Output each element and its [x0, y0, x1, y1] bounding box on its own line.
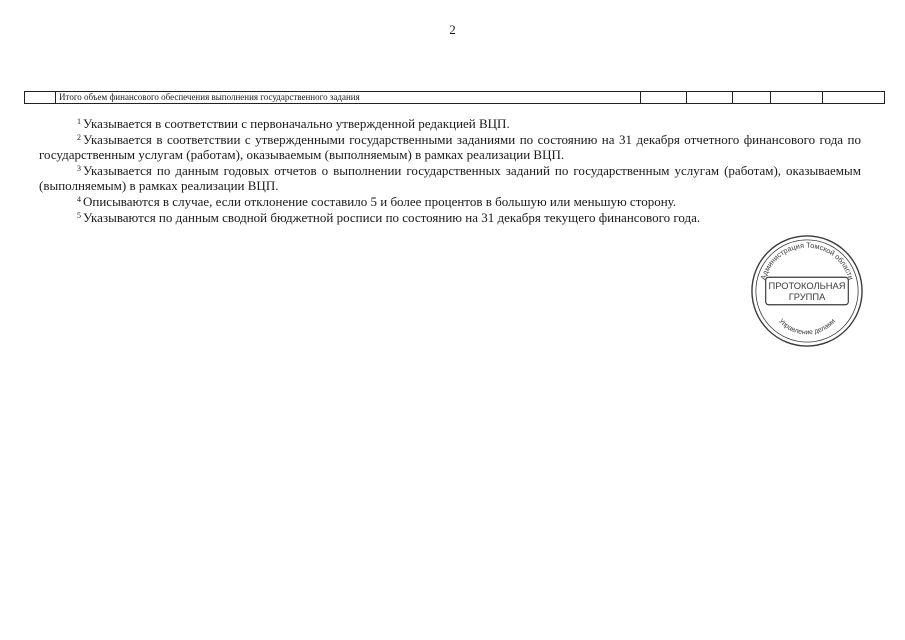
table-cell-value [823, 92, 885, 104]
footnote-text: Указывается по данным годовых отчетов о выполнении государственных заданий по государственным услугам (работам), оказываемым (выполняемым) в рамках реализации ВЦП. [39, 162, 861, 194]
footnote-2 [39, 132, 861, 163]
table-cell-value [771, 92, 823, 104]
stamp-center-line-2: ГРУППА [788, 291, 826, 302]
footnotes [39, 116, 861, 225]
footnote-5 [39, 210, 861, 226]
footnote-text: Указываются по данным сводной бюджетной росписи по состоянию на 31 декабря текущего финансового года. [83, 209, 701, 225]
stamp-ring-text: Администрация Томской области [758, 240, 856, 281]
stamp-bottom-text: Управление делами [777, 317, 837, 337]
table-row-total [25, 92, 885, 104]
footnote-text: Указывается в соответствии с первоначально утвержденной редакцией ВЦП. [83, 116, 510, 131]
summary-table [24, 91, 885, 104]
footnote-mark: 5 [77, 210, 81, 220]
footnote-mark: 3 [77, 163, 81, 173]
footnote-1 [39, 116, 861, 132]
footnote-text: Указывается в соответствии с утвержденными государственными заданиями по состоянию на 31 декабря отчетного финансового года по государственным услугам (работам), оказываемым (выполняемым) в рамках реализации ВЦП. [39, 131, 861, 163]
table-cell-value [641, 92, 687, 104]
table-cell-total-label: Итого объем финансового обеспечения выполнения государственного задания [56, 92, 641, 104]
footnote-4 [39, 194, 861, 210]
protocol-group-stamp [748, 232, 866, 350]
table-cell-number [25, 92, 56, 104]
table-cell-value [687, 92, 733, 104]
stamp-center-line-1: ПРОТОКОЛЬНАЯ [768, 281, 846, 292]
footnote-mark: 1 [77, 117, 81, 126]
table-cell-value [733, 92, 771, 104]
footnote-mark: 4 [77, 194, 81, 204]
footnote-text: Описываются в случае, если отклонение составило 5 и более процентов в большую или меньшую сторону. [83, 193, 677, 209]
page-number: 2 [449, 22, 456, 37]
footnote-mark: 2 [77, 132, 81, 142]
footnote-3 [39, 163, 861, 194]
